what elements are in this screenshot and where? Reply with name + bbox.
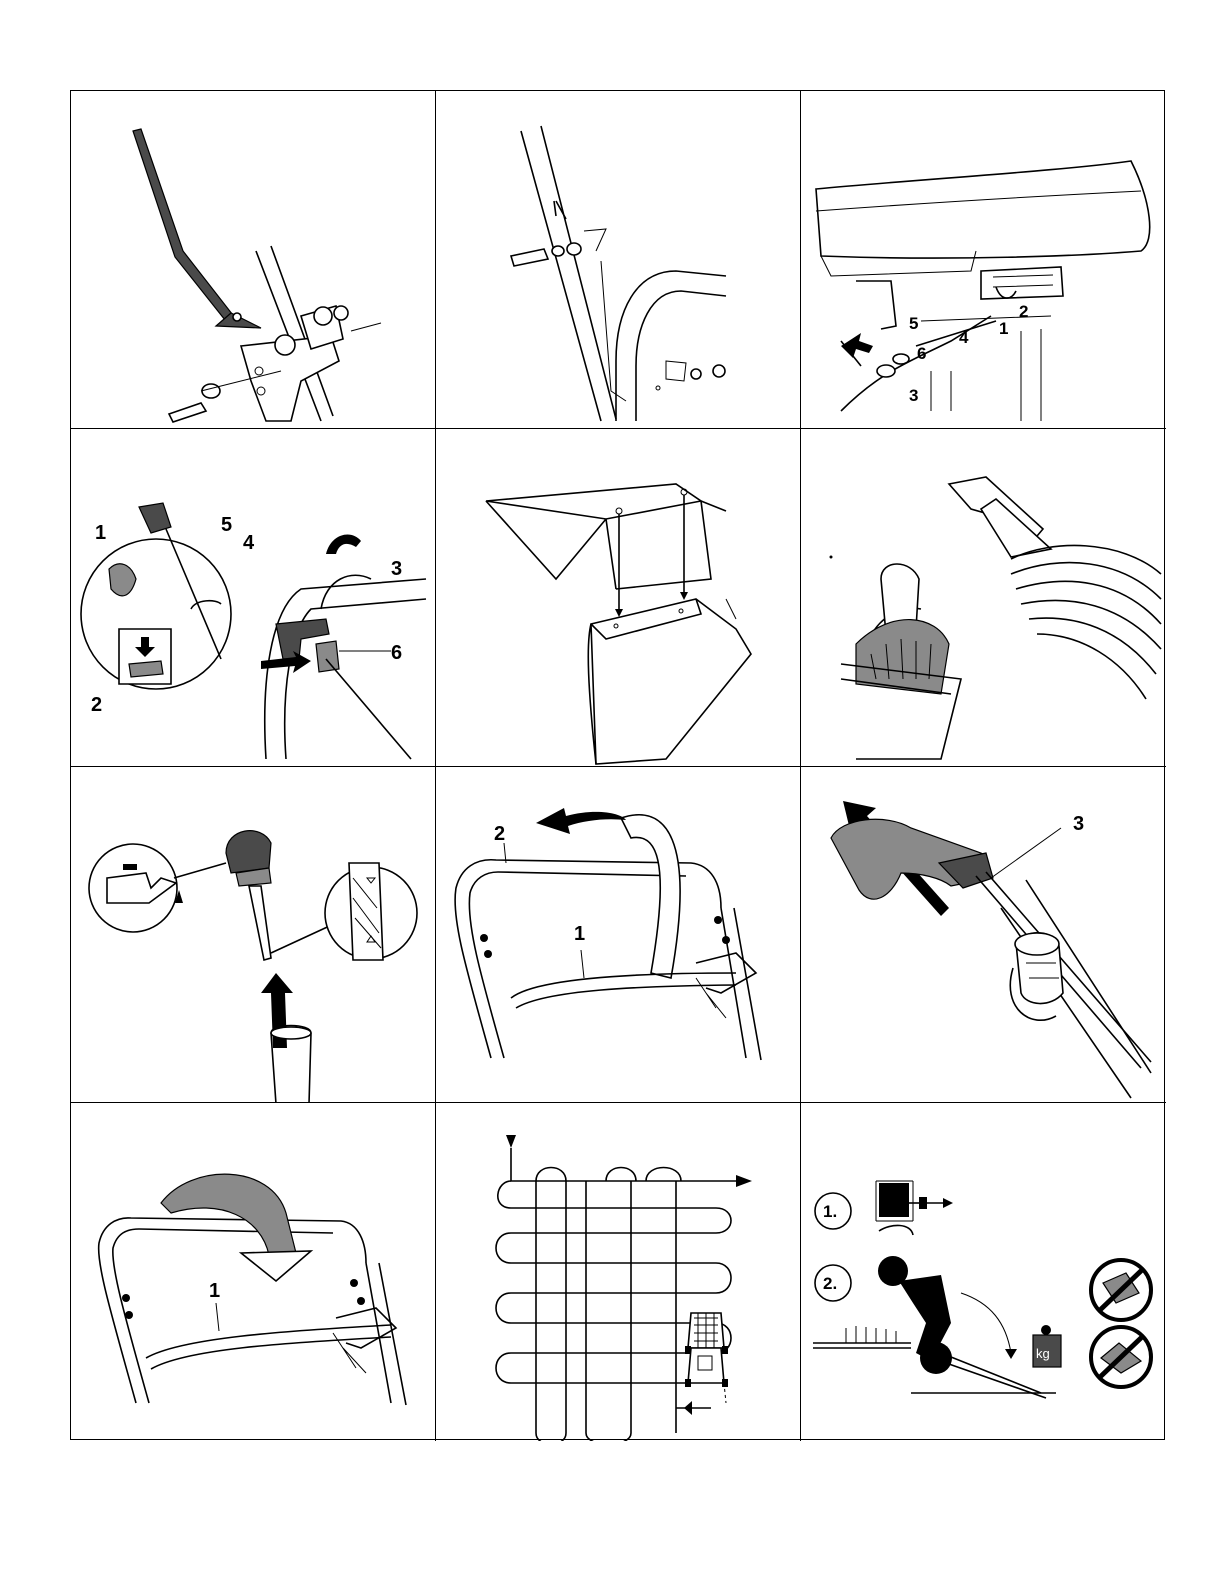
figure-handle-bail-release	[71, 1103, 436, 1441]
callout-label: 2	[1019, 302, 1029, 321]
figure-grid	[70, 90, 1165, 1440]
mowing-pattern-illustration	[436, 1103, 801, 1441]
figure-height-adjust-lever	[801, 429, 1166, 767]
figure-handle-bracket-assembly	[71, 91, 436, 429]
callout-label: 2	[494, 823, 506, 845]
figure-starter-pull	[801, 767, 1166, 1103]
grass-bag-lid-illustration	[436, 429, 801, 767]
figure-safety-instructions	[801, 1103, 1166, 1441]
callout-label: 1	[574, 923, 586, 945]
callout-label: 6	[391, 642, 403, 664]
safety-instructions-illustration	[801, 1103, 1166, 1441]
height-lever-illustration	[801, 429, 1166, 767]
callout-label: 1	[95, 522, 107, 544]
callout-label: 5	[221, 514, 233, 536]
step-number: 2.	[823, 1274, 838, 1293]
handle-bracket-illustration	[71, 91, 436, 429]
callout-label: 4	[243, 532, 255, 554]
figure-starter-handle-guide	[71, 429, 436, 767]
figure-handle-bolt-mounting	[436, 91, 801, 429]
callout-label: 3	[909, 386, 919, 405]
starter-guide-illustration	[71, 429, 436, 767]
callout-label: 3	[1073, 813, 1085, 835]
callout-label: 3	[391, 558, 403, 580]
figure-oil-dipstick	[71, 767, 436, 1103]
handle-bail-illustration	[436, 767, 801, 1103]
figure-grass-bag-lid	[436, 429, 801, 767]
step-number: 1.	[823, 1202, 838, 1221]
cable-spring-illustration	[801, 91, 1166, 429]
callout-label: 2	[91, 694, 103, 716]
figure-mowing-pattern	[436, 1103, 801, 1441]
figure-cable-spring	[801, 91, 1166, 429]
callout-label: 1	[999, 319, 1009, 338]
handle-bolt-illustration	[436, 91, 801, 429]
callout-label: 5	[909, 314, 919, 333]
handle-bail-release-illustration	[71, 1103, 436, 1441]
oil-dipstick-illustration	[71, 767, 436, 1103]
weight-label: kg	[1036, 1346, 1050, 1361]
callout-label: 6	[917, 344, 927, 363]
callout-label: 1	[209, 1280, 221, 1302]
callout-label: 4	[959, 328, 969, 347]
figure-handle-bail-lever	[436, 767, 801, 1103]
starter-pull-illustration	[801, 767, 1166, 1103]
